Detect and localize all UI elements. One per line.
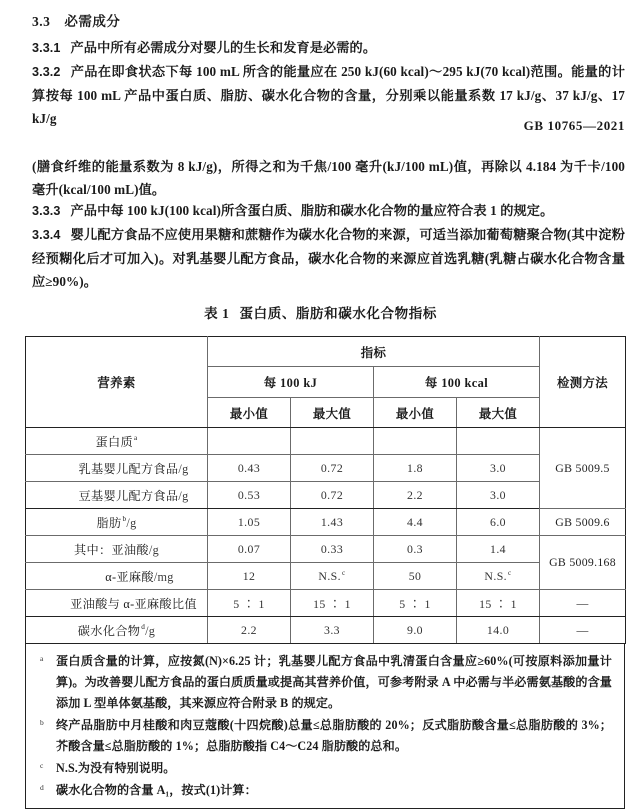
footnote-text: N.S.为没有特别说明。 [56, 761, 176, 775]
table-row [26, 509, 626, 536]
nutrient-unit: /g [145, 623, 156, 638]
header-kj-min: 最小值 [208, 398, 291, 428]
paragraph-number: 3.3.4 [32, 228, 61, 242]
nutrient-unit: /g [148, 542, 160, 557]
cell-kj-max: 3.3 [291, 617, 374, 644]
nutrient-name: 豆基婴儿配方食品 [78, 488, 179, 503]
table-row [26, 536, 626, 563]
cell-method: — [540, 590, 626, 617]
cell-kj-max [291, 428, 374, 455]
footnote-marker: d [40, 783, 44, 792]
cell-kcal-min: 2.2 [374, 482, 457, 509]
footnote-b [38, 715, 612, 757]
footnote-a [38, 651, 612, 714]
header-nutrient: 营养素 [26, 337, 208, 428]
table-row [26, 428, 626, 455]
footnote-d [38, 780, 612, 801]
row-nutrient-soy-based [26, 482, 208, 509]
footnote-marker: d [141, 623, 146, 632]
cell-method: — [540, 617, 626, 644]
table-row [26, 617, 626, 644]
section-number: 3.3 [32, 14, 51, 29]
nutrient-unit: /g [178, 488, 189, 503]
cell-kj-min: 0.43 [208, 455, 291, 482]
standard-number: GB 10765—2021 [523, 118, 625, 133]
table-row [26, 455, 626, 482]
cell-kj-min: 12 [208, 563, 291, 590]
cell-kcal-max: 6.0 [457, 509, 540, 536]
footnote-marker: b [40, 718, 44, 727]
cell-kj-max: 0.72 [291, 455, 374, 482]
cell-kcal-max: 14.0 [457, 617, 540, 644]
paragraph-3-3-4 [32, 223, 625, 293]
cell-kcal-min: 0.3 [374, 536, 457, 563]
table-container [25, 336, 625, 809]
paragraph-text: 产品中所有必需成分对婴儿的生长和发育是必需的。 [70, 40, 377, 55]
paragraph-text: 产品中每 100 kJ(100 kcal)所含蛋白质、脂肪和碳水化合物的量应符合表 1 的规定。 [70, 203, 554, 218]
table-header-row-1 [26, 337, 626, 367]
row-nutrient-fat [26, 509, 208, 536]
paragraph-text: (膳食纤维的能量系数为 8 kJ/g)，所得之和为千焦/100 毫升(kJ/100 mL)值，再除以 4.184 为千卡/100 毫升(kcal/100 mL)值。 [32, 159, 625, 197]
cell-kcal-min: 9.0 [374, 617, 457, 644]
cell-kj-max: 0.33 [291, 536, 374, 563]
nutrient-name: 脂肪 [96, 515, 122, 530]
nutrient-name: 其中：亚油酸 [73, 542, 149, 557]
nutrient-name: α-亚麻酸 [105, 569, 154, 584]
paragraph-3-3-2 [32, 60, 625, 130]
paragraph-number: 3.3.3 [32, 204, 61, 218]
footnote-marker: b [122, 515, 127, 524]
header-kj-max: 最大值 [291, 398, 374, 428]
table-caption [0, 302, 641, 322]
table-row [26, 590, 626, 617]
row-nutrient-ratio [26, 590, 208, 617]
cell-kj-min: 1.05 [208, 509, 291, 536]
cell-kj-min: 0.07 [208, 536, 291, 563]
cell-kcal-max: N.S.$^c$ [457, 563, 540, 590]
header-method: 检测方法 [540, 337, 626, 428]
paragraph-3-3-3 [32, 199, 625, 223]
cell-kj-min [208, 428, 291, 455]
spec-table [25, 336, 626, 644]
cell-kcal-max: 1.4 [457, 536, 540, 563]
nutrient-name: 亚油酸与 α-亚麻酸比值 [70, 596, 197, 611]
row-nutrient-protein [26, 428, 208, 455]
header-kcal-min: 最小值 [374, 398, 457, 428]
cell-method: GB 5009.6 [540, 509, 626, 536]
footnote-marker: a [40, 654, 44, 663]
table-head [26, 337, 626, 428]
footnote-marker: a [133, 434, 138, 443]
cell-kcal-min: 1.8 [374, 455, 457, 482]
nutrient-unit: /g [178, 461, 189, 476]
footnote-marker: c [40, 761, 44, 770]
cell-kj-min: 2.2 [208, 617, 291, 644]
footnote-text: 终产品脂肪中月桂酸和肉豆蔻酸(十四烷酸)总量≤总脂肪酸的 20%；反式脂肪酸含量≤总脂肪酸的 3%；芥酸含量≤总脂肪酸的 1%；总脂肪酸指 C4～C24 脂肪酸的总和。 [56, 718, 612, 753]
footnote-c [38, 758, 612, 779]
nutrient-name: 乳基婴儿配方食品 [78, 461, 179, 476]
nutrient-name: 蛋白质 [95, 434, 133, 449]
cell-kcal-max [457, 428, 540, 455]
cell-kcal-min: 5 ∶ 1 [374, 590, 457, 617]
footnote-text: 碳水化合物的含量 A₁，按式(1)计算： [56, 783, 257, 797]
header-kcal-max: 最大值 [457, 398, 540, 428]
header-indicator: 指标 [208, 337, 540, 367]
row-nutrient-carbohydrate [26, 617, 208, 644]
nutrient-unit: /mg [153, 569, 174, 584]
table-caption-label: 表 1 [204, 306, 230, 321]
table-body [26, 428, 626, 644]
cell-kj-max: 1.43 [291, 509, 374, 536]
paragraph-number: 3.3.2 [32, 65, 61, 79]
table-row [26, 563, 626, 590]
table-row [26, 482, 626, 509]
paragraph-text: 产品在即食状态下每 100 mL 所含的能量应在 250 kJ(60 kcal)～295 kJ(70 kcal)范围。能量的计算按每 100 mL 产品中蛋白质、脂肪、碳水化合物的含量，分别乘以能量系数 17 kJ/g、37 kJ/g、17 kJ/g [32, 64, 625, 126]
row-nutrient-alpha-linolenic [26, 563, 208, 590]
cell-kcal-max: 3.0 [457, 455, 540, 482]
cell-kj-min: 0.53 [208, 482, 291, 509]
cell-kcal-min: 50 [374, 563, 457, 590]
cell-kcal-min [374, 428, 457, 455]
cell-kcal-max: 3.0 [457, 482, 540, 509]
cell-kj-max: 15 ∶ 1 [291, 590, 374, 617]
cell-method: GB 5009.168 [540, 536, 626, 590]
paragraph-text: 婴儿配方食品不应使用果糖和蔗糖作为碳水化合物的来源，可适当添加葡萄糖聚合物(其中淀粉经预糊化后才可加入)。对乳基婴儿配方食品，碳水化合物的来源应首选乳糖(乳糖占碳水化合物含量应≥90%)。 [32, 227, 625, 289]
cell-method: GB 5009.5 [540, 428, 626, 509]
cell-kcal-min: 4.4 [374, 509, 457, 536]
section-heading [32, 10, 120, 30]
row-nutrient-linoleic [26, 536, 208, 563]
section-title: 必需成分 [64, 14, 121, 29]
paragraph-energy-note [32, 155, 625, 201]
table-caption-title: 蛋白质、脂肪和碳水化合物指标 [239, 306, 437, 321]
paragraph-3-3-1 [32, 36, 625, 60]
footnote-text: 蛋白质含量的计算，应按氮(N)×6.25 计；乳基婴儿配方食品中乳清蛋白含量应≥60%(可按原料添加量计算)。为改善婴儿配方食品的蛋白质质量或提高其营养价值，可参考附录 A 中必需与半必需氨基酸的含量添加 L 型单体氨基酸，其来源应符合附录 B 的规定。 [56, 654, 612, 710]
cell-kj-min: 5 ∶ 1 [208, 590, 291, 617]
cell-kcal-max: 15 ∶ 1 [457, 590, 540, 617]
cell-kj-max: 0.72 [291, 482, 374, 509]
cell-kj-max: N.S.$^c$ [291, 563, 374, 590]
header-per-100kcal: 每 100 kcal [374, 367, 540, 398]
row-nutrient-milk-based [26, 455, 208, 482]
table-footnotes [25, 644, 625, 809]
paragraph-number: 3.3.1 [32, 41, 61, 55]
nutrient-name: 碳水化合物 [77, 623, 141, 638]
nutrient-unit: /g [126, 515, 137, 530]
header-per-100kj: 每 100 kJ [208, 367, 374, 398]
